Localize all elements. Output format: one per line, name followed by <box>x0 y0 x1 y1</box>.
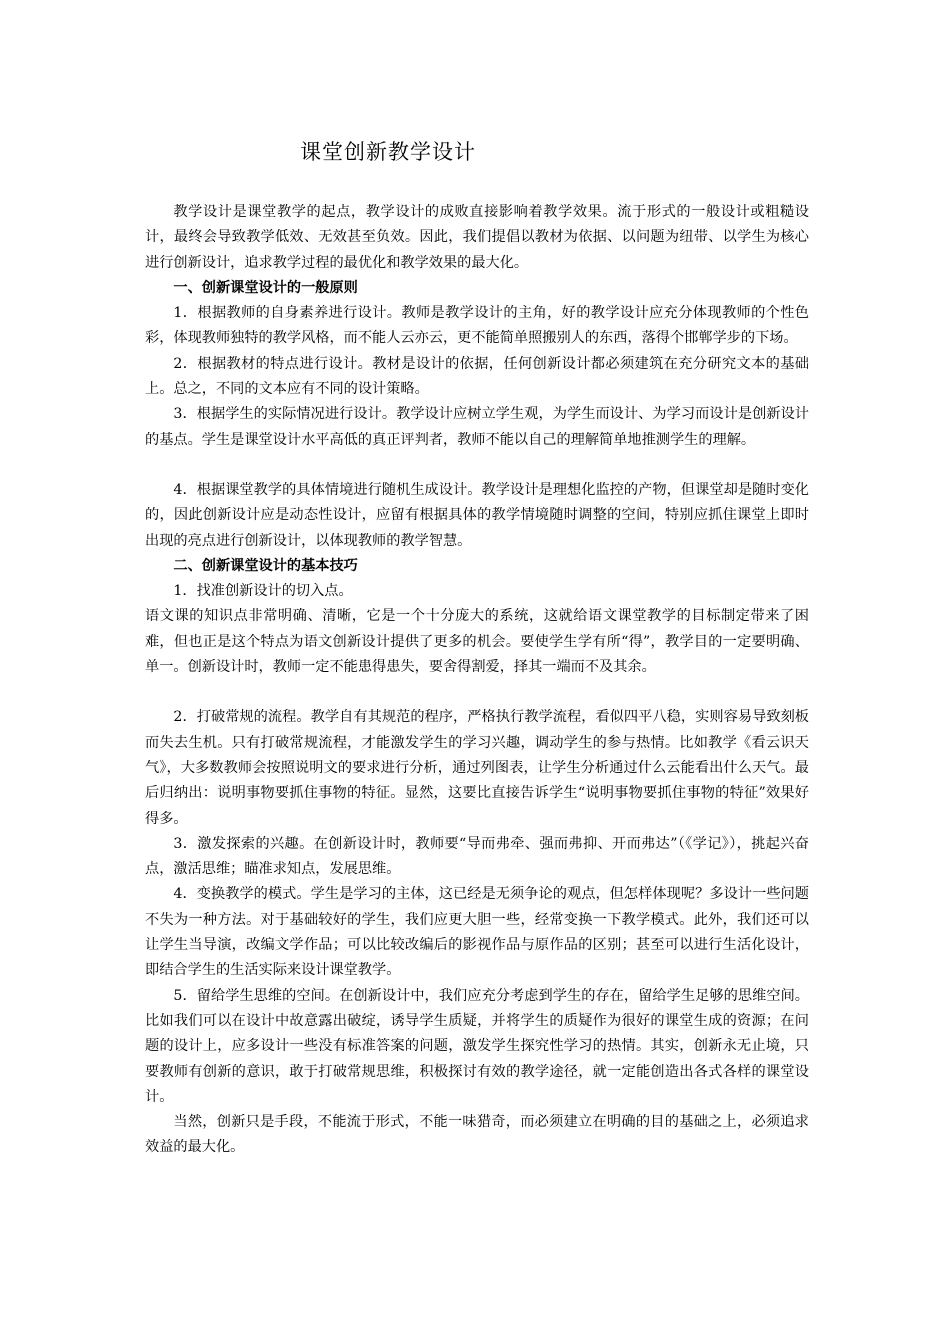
section1-paragraph-2: 2．根据教材的特点进行设计。教材是设计的依据，任何创新设计都必须建筑在充分研究文本的基础上。总之，不同的文本应有不同的设计策略。 <box>145 355 809 398</box>
intro-paragraph: 教学设计是课堂教学的起点，教学设计的成败直接影响着教学效果。流于形式的一般设计或粗糙设计，最终会导致教学低效、无效甚至负效。因此，我们提倡以教材为依据、以问题为纽带、以学生为核心进行创新设计，追求教学过程的最优化和教学效果的最大化。 <box>145 204 809 271</box>
document-title: 课堂创新教学设计 <box>300 140 476 164</box>
section2-paragraph-2: 2．打破常规的流程。教学自有其规范的程序，严格执行教学流程，看似四平八稳，实则容易导致刻板而失去生机。只有打破常规流程，才能激发学生的学习兴趣，调动学生的参与热情。比如教学《看云识天气》，大多数教师会按照说明文的要求进行分析，通过列图表，让学生分析通过什么云能看出什么天气。最后归纳出：说明事物要抓住事物的特征。显然，这要比直接告诉学生“说明事物要抓住事物的特征”效果好得多。 <box>145 709 809 827</box>
document-body <box>145 200 809 1161</box>
conclusion-paragraph: 当然，创新只是手段，不能流于形式，不能一味猎奇，而必须建立在明确的目的基础之上，必须追求效益的最大化。 <box>145 1114 809 1156</box>
section2-heading: 二、创新课堂设计的基本技巧 <box>173 557 358 574</box>
blank-line <box>145 453 809 478</box>
section2-paragraph-5: 5．留给学生思维的空间。在创新设计中，我们应充分考虑到学生的存在，留给学生足够的思维空间。比如我们可以在设计中故意露出破绽，诱导学生质疑，并将学生的质疑作为很好的课堂生成的资源；在问题的设计上，应多设计一些没有标准答案的问题，激发学生探究性学习的热情。其实，创新永无止境，只要教师有创新的意识，敢于打破常规思维，积极探讨有效的教学途径，就一定能创造出各式各样的课堂设计。 <box>145 987 809 1105</box>
section1-paragraph-4: 4．根据课堂教学的具体情境进行随机生成设计。教学设计是理想化监控的产物，但课堂却是随时变化的，因此创新设计应是动态性设计，应留有根据具体的教学情境随时调整的空间，特别应抓住课堂上即时出现的亮点进行创新设计，以体现教师的教学智慧。 <box>145 481 809 549</box>
blank-line <box>145 680 809 705</box>
section2-paragraph-4: 4．变换教学的模式。学生是学习的主体，这已经是无须争论的观点，但怎样体现呢？多设计一些问题不失为一种方法。对于基础较好的学生，我们应更大胆一些，经常变换一下教学模式。此外，我们还可以让学生当导演，改编文学作品；可以比较改编后的影视作品与原作品的区别；甚至可以进行生活化设计，即结合学生的生活实际来设计课堂教学。 <box>145 886 809 979</box>
section2-item-1-body: 语文课的知识点非常明确、清晰，它是一个十分庞大的系统，这就给语文课堂教学的目标制定带来了困难，但也正是这个特点为语文创新设计提供了更多的机会。要使学生学有所“得”，教学目的一定要明确、单一。创新设计时，教师一定不能患得患失，要舍得割爱，择其一端而不及其余。 <box>145 608 809 676</box>
section2-paragraph-3: 3．激发探索的兴趣。在创新设计时，教师要“导而弗牵、强而弗抑、开而弗达”（《学记》），挑起兴奋点，激活思维；瞄准求知点，发展思维。 <box>145 835 809 878</box>
section1-paragraph-1: 1．根据教师的自身素养进行设计。教师是教学设计的主角，好的教学设计应充分体现教师的个性色彩，体现教师独特的教学风格，而不能人云亦云，更不能简单照搬别人的东西，落得个邯郸学步的下场。 <box>145 305 809 347</box>
section1-heading: 一、创新课堂设计的一般原则 <box>173 279 358 296</box>
section1-paragraph-3: 3．根据学生的实际情况进行设计。教学设计应树立学生观，为学生而设计、为学习而设计是创新设计的基点。学生是课堂设计水平高低的真正评判者，教师不能以自己的理解简单地推测学生的理解。 <box>145 406 809 448</box>
section2-item-1-title: 1．找准创新设计的切入点。 <box>173 583 353 600</box>
